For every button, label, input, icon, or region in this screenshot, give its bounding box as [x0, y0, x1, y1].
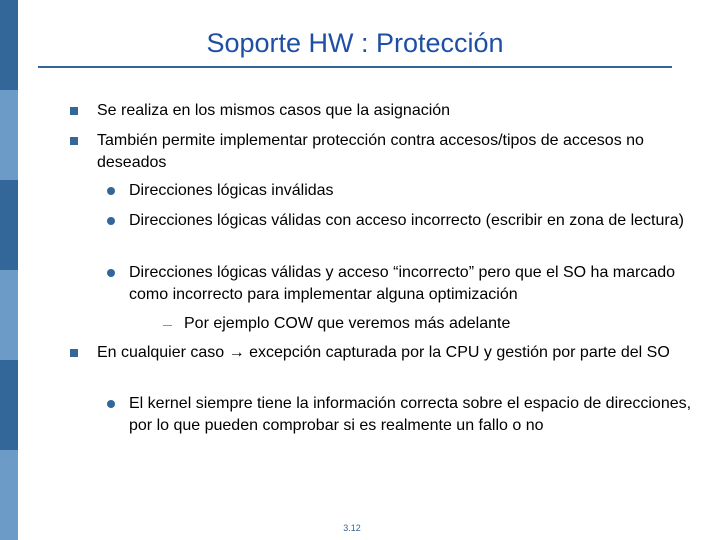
round-bullet-icon: [107, 269, 115, 277]
dash-bullet-icon: [163, 325, 172, 326]
bullet-text: Direcciones lógicas válidas y acceso “incorrecto” pero que el SO ha marcado como incorrecto para implementar alguna optimización: [129, 264, 676, 303]
bullet-text: El kernel siempre tiene la información correcta sobre el espacio de direcciones, por lo que pueden comprobar si es realmente un fallo o no: [129, 395, 692, 434]
square-bullet-icon: [70, 107, 78, 115]
square-bullet-icon: [70, 137, 78, 145]
bullet-text: Direcciones lógicas válidas con acceso incorrecto (escribir en zona de lectura): [129, 212, 684, 229]
slide-title: Soporte HW : Protección: [206, 28, 504, 58]
round-bullet-icon: [107, 187, 115, 195]
round-bullet-icon: [107, 217, 115, 225]
bullet-text: Por ejemplo COW que veremos más adelante: [184, 315, 511, 332]
page-number: 3.12: [343, 523, 361, 533]
bullet-item-level-1: [97, 342, 697, 364]
bullet-item-level-3: [184, 313, 684, 335]
round-bullet-icon: [107, 400, 115, 408]
bullet-item-level-1: [97, 100, 697, 122]
bullet-text: Direcciones lógicas inválidas: [129, 182, 334, 199]
bullet-text: En cualquier caso → excepción capturada por la CPU y gestión por parte del SO: [97, 344, 670, 361]
bullet-text: Se realiza en los mismos casos que la asignación: [97, 102, 451, 119]
square-bullet-icon: [70, 349, 78, 357]
bullet-item-level-2: [129, 262, 689, 306]
bullet-item-level-2: [129, 393, 704, 437]
bullet-item-level-2: [129, 180, 699, 202]
bullet-text: También permite implementar protección contra accesos/tipos de accesos no deseados: [97, 132, 644, 171]
bullet-item-level-2: [129, 210, 699, 232]
bullet-item-level-1: [97, 130, 697, 174]
